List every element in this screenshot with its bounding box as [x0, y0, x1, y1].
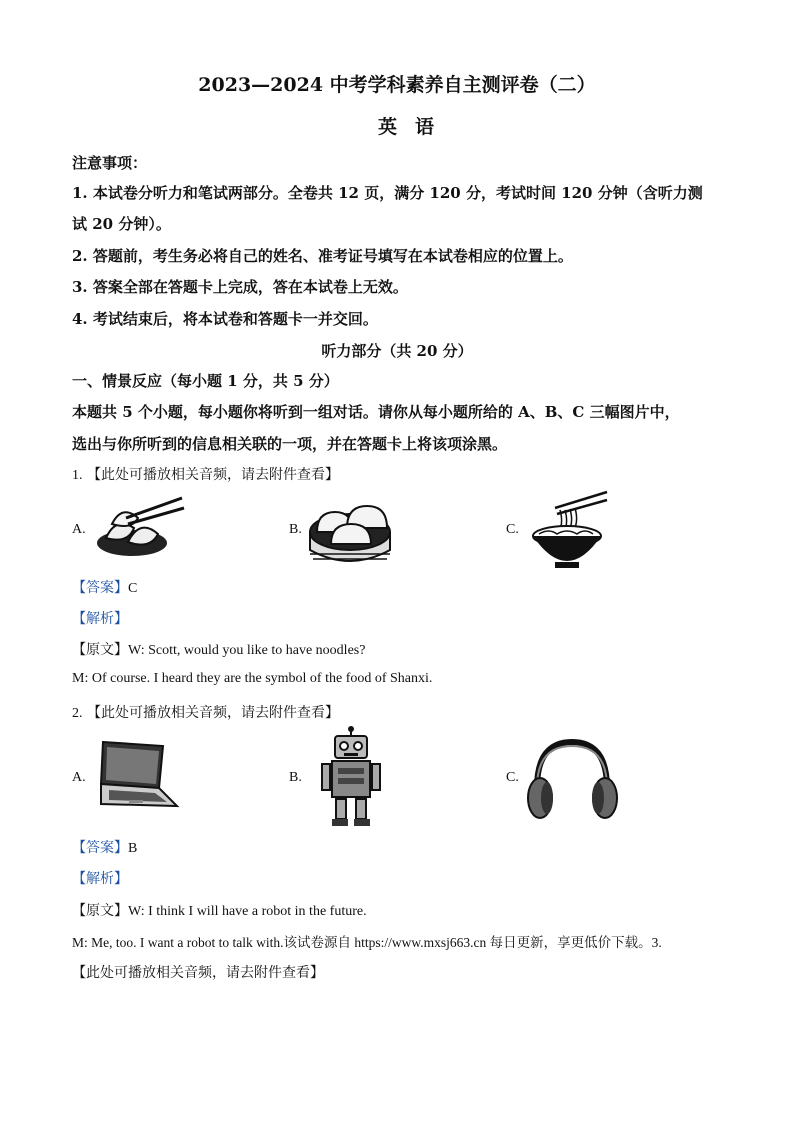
question-3-audio-note[interactable]: 【此处可播放相关音频，请去附件查看】 [72, 965, 324, 981]
question-2-audio-note[interactable] [72, 702, 339, 722]
subject-title: 英语 [377, 116, 452, 138]
notice-item-1-line-2: 试 20 分钟）。 [72, 215, 171, 233]
q2-answer [72, 837, 137, 857]
headphones-icon [525, 738, 620, 823]
robot-icon [320, 726, 382, 828]
listening-part-title: 听力部分（共 20 分） [321, 342, 473, 360]
answer-tag: 【答案】 [72, 840, 128, 856]
answer-value: C [128, 581, 138, 596]
audio-note-text: 【此处可播放相关音频，请去附件查看】 [86, 467, 339, 483]
laptop-icon [95, 740, 180, 810]
notice-item-1-line-1: 1. 本试卷分听力和笔试两部分。全卷共 12 页，满分 120 分，考试时间 120 分钟（含听力测 [72, 184, 703, 202]
notice-item-4: 4. 考试结束后，将本试卷和答题卡一并交回。 [72, 310, 378, 328]
original-text: W: Scott, would you like to have noodles? [128, 643, 366, 658]
question-1-audio-note[interactable] [72, 464, 339, 484]
q1-original-line-2: M: Of course. I heard they are the symbol of the food of Shanxi. [72, 671, 433, 686]
question-number: 1. [72, 468, 83, 483]
q2-analysis-tag: 【解析】 [72, 871, 128, 887]
original-tag: 【原文】 [72, 642, 128, 658]
answer-value: B [128, 841, 138, 856]
q2-option-c-label: C. [506, 770, 519, 785]
q1-answer [72, 577, 137, 597]
notice-heading: 注意事项： [72, 154, 148, 172]
exam-title: 2023—2024 中考学科素养自主测评卷（二） [198, 74, 596, 96]
q1-original-line-1 [72, 639, 365, 659]
q1-analysis-tag: 【解析】 [72, 611, 128, 627]
q2-original-line-1 [72, 900, 367, 920]
section-1-intro-line-1: 本题共 5 个小题，每小题你将听到一组对话。请你从每小题所给的 A、B、C 三幅图片中， [72, 403, 680, 421]
notice-item-2: 2. 答题前，考生务必将自己的姓名、准考证号填写在本试卷相应的位置上。 [72, 247, 573, 265]
q2-original-line-2: M: Me, too. I want a robot to talk with.该试卷源自 https://www.mxsj663.cn 每日更新，享更低价下载。3. [72, 935, 662, 950]
original-tag: 【原文】 [72, 903, 128, 919]
noodles-icon [525, 488, 610, 573]
answer-tag: 【答案】 [72, 580, 128, 596]
dumplings-icon [92, 488, 187, 568]
audio-note-text: 【此处可播放相关音频，请去附件查看】 [86, 705, 339, 721]
q1-option-b-label: B. [289, 522, 302, 537]
q2-option-a-label: A. [72, 770, 86, 785]
notice-item-3: 3. 答案全部在答题卡上完成，答在本试卷上无效。 [72, 278, 408, 296]
original-text: W: I think I will have a robot in the future. [128, 904, 367, 919]
q1-option-c-label: C. [506, 522, 519, 537]
question-number: 2. [72, 706, 83, 721]
q1-option-a-label: A. [72, 522, 86, 537]
q2-option-b-label: B. [289, 770, 302, 785]
section-1-intro-line-2: 选出与你所听到的信息相关联的一项，并在答题卡上将该项涂黑。 [72, 435, 508, 453]
steamed-buns-icon [305, 492, 395, 572]
section-1-title: 一、情景反应（每小题 1 分，共 5 分） [72, 372, 339, 390]
